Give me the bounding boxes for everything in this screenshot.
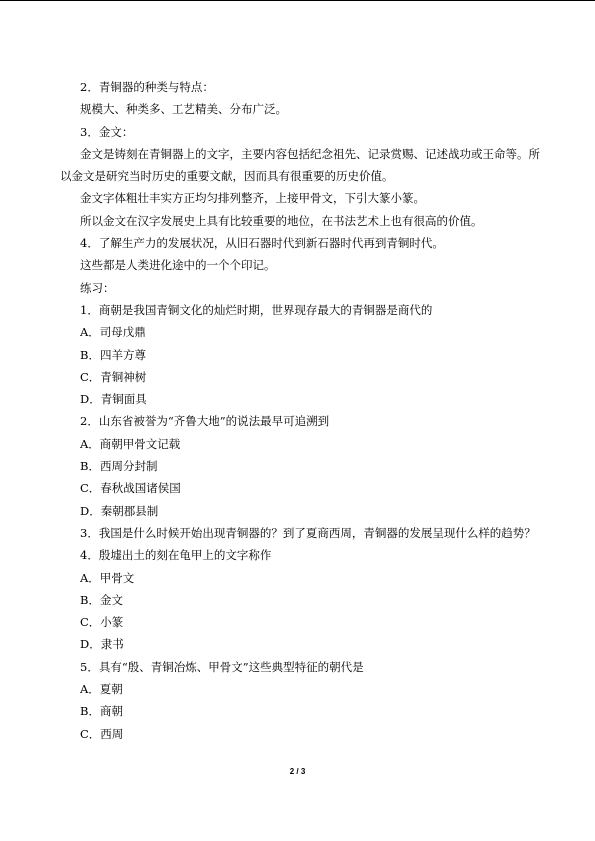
text-line: B．四羊方尊 (80, 347, 146, 362)
text-line: 5．具有“殷、青铜冶炼、甲骨文”这些典型特征的朝代是 (80, 659, 364, 674)
text-line: D．秦朝郡县制 (80, 503, 159, 518)
text-line: C．西周 (80, 726, 124, 741)
text-line: B．金文 (80, 592, 123, 607)
text-line: 4．了解生产力的发展状况，从旧石器时代到新石器时代再到青铜时代。 (80, 236, 444, 251)
text-line: A．司母戊鼎 (80, 325, 146, 340)
text-line: 2．青铜器的种类与特点： (80, 80, 214, 94)
text-line: 规模大、种类多、工艺精美、分布广泛。 (80, 102, 287, 117)
text-line: C．小篆 (80, 615, 124, 630)
text-line: B．西周分封制 (80, 459, 158, 474)
top-border-line (0, 0, 595, 1)
text-line: 2．山东省被誉为“齐鲁大地”的说法最早可追溯到 (80, 414, 330, 429)
text-line: A．甲骨文 (80, 570, 135, 585)
text-line: 3．我国是什么时候开始出现青铜器的？到了夏商西周，青铜器的发展呈现什么样的趋势？ (80, 525, 536, 540)
text-line: A．夏朝 (80, 682, 123, 697)
text-line: C．青铜神树 (80, 369, 147, 384)
text-line: 3．金文： (80, 124, 134, 139)
document-body (60, 76, 540, 745)
text-line: 所以金文在汉字发展史上具有比较重要的地位，在书法艺术上也有很高的价值。 (80, 213, 483, 228)
text-line: D．青铜面具 (80, 392, 147, 407)
text-line: 金文是铸刻在青铜器上的文字，主要内容包括纪念祖先、记录赏赐、记述战功或王命等。所以金文是研究当时历史的重要文献，因而具有很重要的历史价值。 (60, 146, 540, 184)
text-line: D．隶书 (80, 637, 124, 652)
text-line: 金文字体粗壮丰实方正均匀排列整齐，上接甲骨文，下引大篆小篆。 (80, 191, 425, 206)
text-line: C．春秋战国诸侯国 (80, 481, 181, 496)
text-line: B．商朝 (80, 704, 123, 719)
text-line: 4．殷墟出土的刻在龟甲上的文字称作 (80, 548, 272, 563)
text-line: 这些都是人类进化途中的一个个印记。 (80, 258, 276, 273)
text-line: 1．商朝是我国青铜文化的灿烂时期，世界现存最大的青铜器是商代的 (80, 302, 433, 317)
page-number: 2 / 3 (289, 767, 306, 776)
text-line: 练习： (80, 280, 115, 295)
text-line: A．商朝甲骨文记载 (80, 436, 181, 451)
